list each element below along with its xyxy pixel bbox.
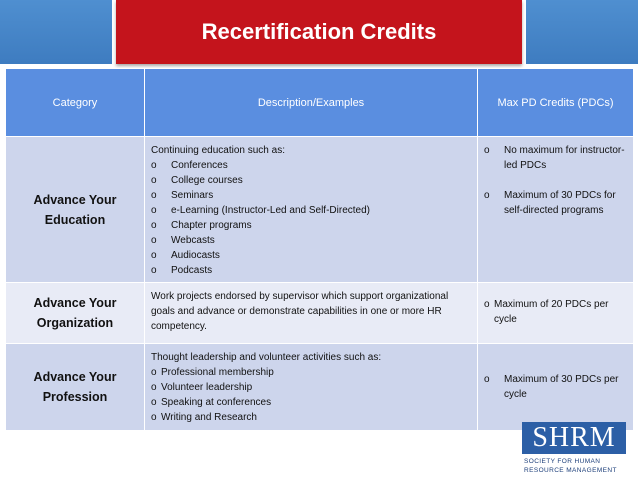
list-item bbox=[151, 218, 473, 233]
credit-item bbox=[484, 372, 629, 402]
header-description: Description/Examples bbox=[145, 69, 478, 137]
list-item-text: Writing and Research bbox=[161, 412, 257, 423]
table-row-education bbox=[6, 137, 634, 283]
bullet-marker: o bbox=[484, 190, 490, 201]
decorative-corner-right bbox=[526, 0, 638, 64]
shrm-logo-mark: SHRM bbox=[522, 422, 626, 454]
list-item-text: Podcasts bbox=[171, 265, 213, 276]
list-item bbox=[151, 263, 473, 278]
list-item bbox=[151, 233, 473, 248]
list-item bbox=[151, 158, 473, 173]
description-intro: Thought leadership and volunteer activities such as: bbox=[151, 352, 382, 363]
category-cell bbox=[6, 283, 145, 344]
list-item bbox=[151, 248, 473, 263]
bullet-marker: o bbox=[151, 235, 157, 246]
credit-text: No maximum for instructor-led PDCs bbox=[504, 145, 625, 171]
description-list bbox=[151, 158, 473, 278]
category-line: Profession bbox=[42, 390, 108, 404]
list-item bbox=[151, 395, 473, 410]
bullet-marker: o bbox=[151, 412, 157, 423]
list-item-text: Volunteer leadership bbox=[161, 382, 253, 393]
bullet-marker: o bbox=[151, 250, 157, 261]
list-item-text: Conferences bbox=[171, 160, 228, 171]
list-item bbox=[151, 365, 473, 380]
list-item-text: College courses bbox=[171, 175, 243, 186]
credits-cell bbox=[478, 283, 634, 344]
shrm-logo-line1: SOCIETY FOR HUMAN bbox=[524, 458, 601, 465]
category-line: Education bbox=[44, 212, 106, 227]
category-line: Organization bbox=[36, 316, 114, 330]
list-item-text: e-Learning (Instructor-Led and Self-Directed) bbox=[171, 205, 370, 216]
list-item-text: Speaking at conferences bbox=[161, 397, 272, 408]
credits-cell bbox=[478, 137, 634, 283]
list-item-text: Webcasts bbox=[171, 235, 215, 246]
bullet-marker: o bbox=[484, 374, 490, 385]
table-header-row bbox=[6, 69, 634, 137]
description-list bbox=[151, 365, 473, 425]
list-item bbox=[151, 380, 473, 395]
bullet-marker: o bbox=[151, 397, 157, 408]
list-item-text: Audiocasts bbox=[171, 250, 220, 261]
category-line: Advance Your bbox=[33, 192, 117, 207]
credit-text: Maximum of 20 PDCs per cycle bbox=[494, 299, 609, 325]
bullet-marker: o bbox=[151, 160, 157, 171]
description-intro: Work projects endorsed by supervisor which support organizational goals and advance or demonstrate capabilities in one or more HR competency. bbox=[151, 291, 449, 332]
table-row-profession bbox=[6, 344, 634, 431]
bullet-marker: o bbox=[151, 382, 157, 393]
header-category: Category bbox=[6, 69, 145, 137]
credit-item bbox=[484, 188, 629, 218]
list-item-text: Chapter programs bbox=[171, 220, 252, 231]
list-item-text: Professional membership bbox=[161, 367, 274, 378]
credit-item bbox=[484, 143, 629, 173]
category-cell bbox=[6, 344, 145, 431]
description-cell bbox=[145, 283, 478, 344]
slide-title bbox=[116, 0, 522, 64]
list-item-text: Seminars bbox=[171, 190, 214, 201]
slide-title-text: Recertification Credits bbox=[201, 19, 437, 44]
credits-cell bbox=[478, 344, 634, 431]
list-item bbox=[151, 203, 473, 218]
bullet-marker: o bbox=[151, 265, 157, 276]
description-cell bbox=[145, 137, 478, 283]
list-item bbox=[151, 188, 473, 203]
bullet-marker: o bbox=[151, 175, 157, 186]
shrm-logo-line2: RESOURCE MANAGEMENT bbox=[524, 467, 617, 474]
table-row-organization bbox=[6, 283, 634, 344]
credit-item bbox=[484, 297, 629, 327]
category-cell bbox=[6, 137, 145, 283]
bullet-marker: o bbox=[484, 145, 490, 156]
description-cell bbox=[145, 344, 478, 431]
decorative-corner-left bbox=[0, 0, 112, 64]
bullet-marker: o bbox=[151, 220, 157, 231]
shrm-logo bbox=[520, 422, 628, 477]
credit-text: Maximum of 30 PDCs for self-directed programs bbox=[504, 190, 616, 216]
list-item bbox=[151, 173, 473, 188]
bullet-marker: o bbox=[484, 299, 490, 310]
bullet-marker: o bbox=[151, 367, 157, 378]
list-item bbox=[151, 410, 473, 425]
credit-text: Maximum of 30 PDCs per cycle bbox=[504, 374, 619, 400]
description-intro: Continuing education such as: bbox=[151, 145, 285, 156]
bullet-marker: o bbox=[151, 190, 157, 201]
recertification-table bbox=[5, 68, 634, 431]
header-max-credits: Max PD Credits (PDCs) bbox=[478, 69, 634, 137]
category-line: Advance Your bbox=[33, 370, 117, 384]
bullet-marker: o bbox=[151, 205, 157, 216]
category-line: Advance Your bbox=[33, 296, 117, 310]
